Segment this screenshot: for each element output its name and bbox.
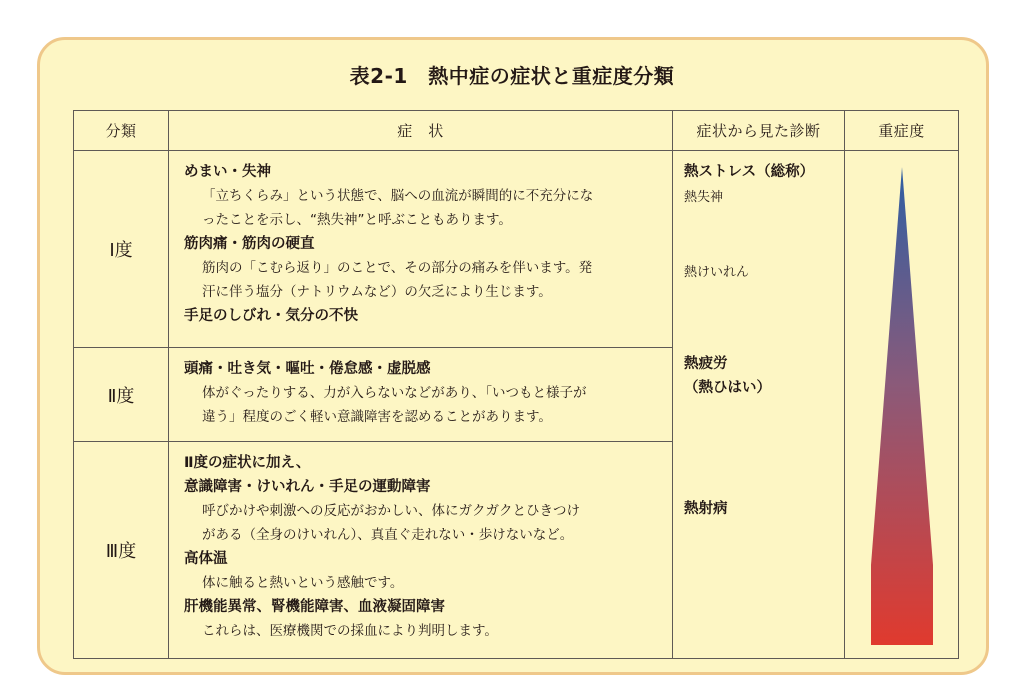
symptom-description: 「立ちくらみ」という状態で、脳への血流が瞬間的に不充分にな bbox=[202, 188, 594, 204]
class-grade-1 bbox=[74, 151, 169, 348]
class-label: Ⅱ度 bbox=[107, 385, 135, 407]
severity-column bbox=[845, 151, 959, 659]
header-symptoms: 症 状 bbox=[169, 111, 673, 151]
diagnosis-column bbox=[673, 151, 845, 659]
table-title: 表2-1 熱中症の症状と重症度分類 bbox=[349, 64, 675, 88]
diagnosis-heat-stroke: 熱射病 bbox=[684, 501, 728, 517]
diagnosis-heat-exhaustion: 熱疲労 bbox=[684, 356, 728, 372]
symptoms-grade-1 bbox=[169, 151, 673, 348]
class-grade-3 bbox=[74, 442, 169, 659]
symptom-heading: Ⅱ度の症状に加え、 bbox=[184, 455, 311, 471]
symptom-heading: めまい・失神 bbox=[184, 164, 271, 180]
symptom-description: 体がぐったりする、力が入らないなどがあり、「いつもと様子が bbox=[202, 385, 587, 401]
symptom-description: 筋肉の「こむら返り」のことで、その部分の痛みを伴います。発 bbox=[202, 260, 593, 276]
symptoms-grade-2 bbox=[169, 348, 673, 442]
class-grade-2 bbox=[74, 348, 169, 442]
header-row bbox=[74, 111, 959, 151]
header-severity: 重症度 bbox=[845, 111, 959, 151]
symptom-description: 違う」程度のごく軽い意識障害を認めることがあります。 bbox=[202, 409, 552, 425]
symptom-description: 体に触ると熱いという感触です。 bbox=[202, 575, 404, 591]
symptom-description: 汗に伴う塩分（ナトリウムなど）の欠乏により生じます。 bbox=[202, 284, 552, 300]
table-row-grade-1 bbox=[74, 151, 959, 348]
diagnosis-heat-cramps: 熱けいれん bbox=[684, 265, 750, 280]
header-diagnosis: 症状から見た診断 bbox=[673, 111, 845, 151]
severity-table bbox=[73, 110, 959, 659]
diagnosis-heat-syncope: 熱失神 bbox=[684, 190, 724, 205]
symptom-heading: 肝機能異常、腎機能障害、血液凝固障害 bbox=[184, 599, 445, 615]
diagnosis-heat-exhaustion-alt: （熱ひはい） bbox=[684, 380, 771, 396]
header-classification: 分類 bbox=[74, 111, 169, 151]
class-label: Ⅲ度 bbox=[105, 541, 137, 562]
symptom-heading: 高体温 bbox=[184, 551, 228, 567]
symptom-description: ったことを示し、“熱失神”と呼ぶこともあります。 bbox=[202, 212, 512, 228]
symptom-heading: 頭痛・吐き気・嘔吐・倦怠感・虚脱感 bbox=[184, 361, 431, 377]
symptom-description: これらは、医療機関での採血により判明します。 bbox=[202, 623, 498, 639]
symptom-heading: 手足のしびれ・気分の不快 bbox=[184, 308, 358, 324]
diagnosis-heat-stress: 熱ストレス（総称） bbox=[684, 164, 815, 180]
symptom-heading: 意識障害・けいれん・手足の運動障害 bbox=[184, 479, 431, 495]
symptoms-grade-3 bbox=[169, 442, 673, 659]
symptom-description: がある（全身のけいれん）、真直ぐ走れない・歩けないなど。 bbox=[202, 527, 574, 543]
symptom-heading: 筋肉痛・筋肉の硬直 bbox=[184, 236, 315, 252]
severity-gradient-bar bbox=[869, 167, 935, 645]
class-label: Ⅰ度 bbox=[109, 240, 133, 261]
symptom-description: 呼びかけや刺激への反応がおかしい、体にガクガクとひきつけ bbox=[202, 503, 580, 519]
